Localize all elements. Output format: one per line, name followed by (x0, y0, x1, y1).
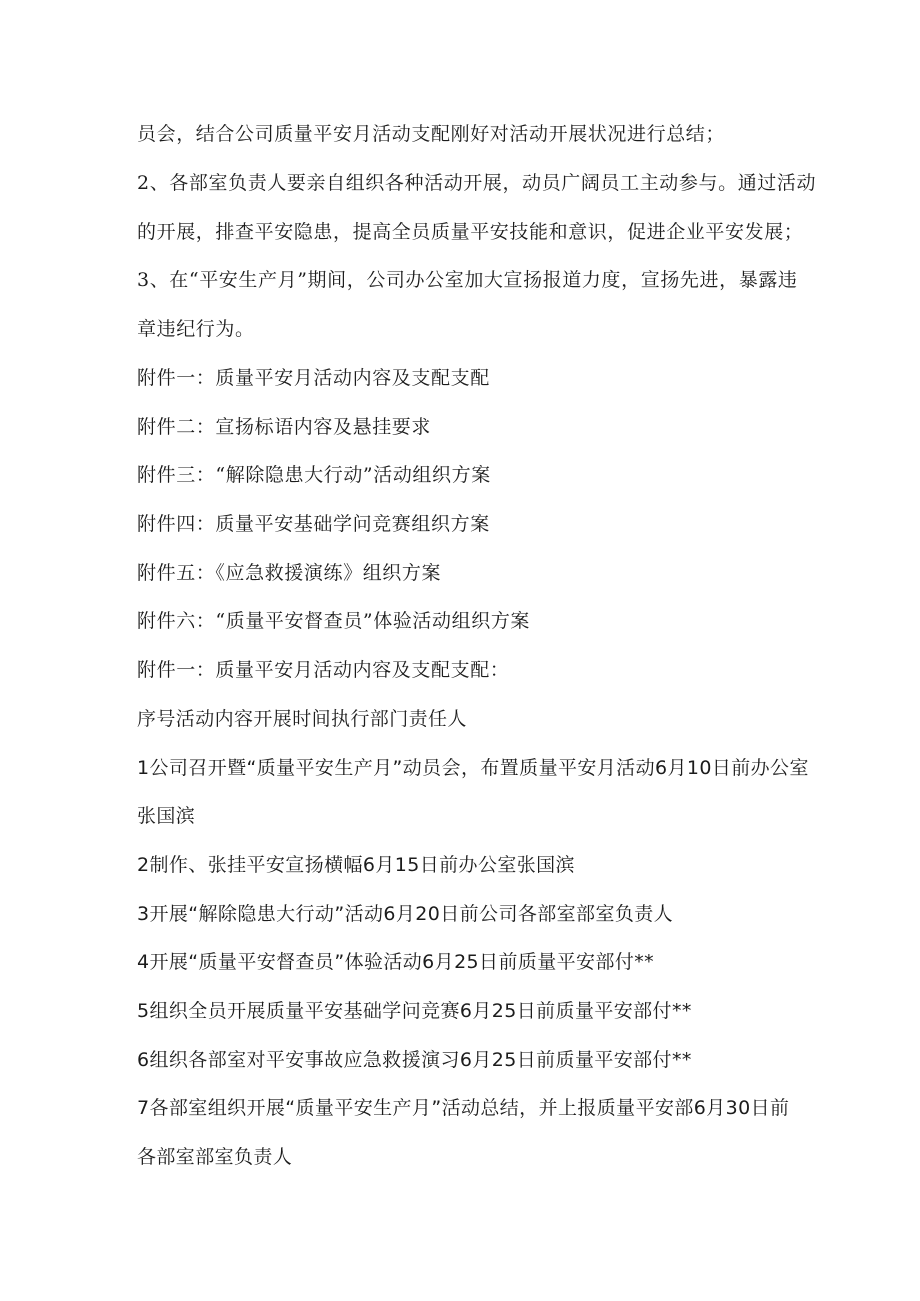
attachment-line: 附件六：“质量平安督查员”体验活动组织方案 (137, 610, 531, 632)
section-heading: 附件一：质量平安月活动内容及支配支配： (137, 659, 510, 681)
table-row-line: 4开展“质量平安督查员”体验活动6月25日前质量平安部付** (137, 951, 655, 973)
text-line: 员会，结合公司质量平安月活动支配刚好对活动开展状况进行总结； (137, 123, 726, 145)
text-line: 的开展，排查平安隐患，提高全员质量平安技能和意识，促进企业平安发展； (137, 221, 804, 243)
table-row-line: 各部室部室负责人 (137, 1146, 293, 1168)
text-line: 3、在“平安生产月”期间，公司办公室加大宣扬报道力度，宣扬先进，暴露违 (137, 269, 798, 291)
text-line: 章违纪行为。 (137, 318, 255, 340)
table-row-line: 6组织各部室对平安事故应急救援演习6月25日前质量平安部付** (137, 1049, 692, 1071)
table-row-line: 2制作、张挂平安宣扬横幅6月15日前办公室张国滨 (137, 854, 575, 876)
attachment-line: 附件一：质量平安月活动内容及支配支配 (137, 367, 490, 389)
table-row-line: 1公司召开暨“质量平安生产月”动员会，布置质量平安月活动6月10日前办公室 (137, 757, 809, 779)
table-row-line: 张国滨 (137, 805, 196, 827)
attachment-line: 附件三：“解除隐患大行动”活动组织方案 (137, 464, 491, 486)
table-row-line: 5组织全员开展质量平安基础学问竞赛6月25日前质量平安部付** (137, 1000, 692, 1022)
table-row-line: 7各部室组织开展“质量平安生产月”活动总结，并上报质量平安部6月30日前 (137, 1097, 790, 1119)
table-header-line: 序号活动内容开展时间执行部门责任人 (137, 708, 467, 730)
attachment-line: 附件四：质量平安基础学问竞赛组织方案 (137, 513, 490, 535)
attachment-line: 附件五：《应急救援演练》组织方案 (137, 562, 442, 584)
text-line: 2、各部室负责人要亲自组织各种活动开展，动员广阔员工主动参与。通过活动 (137, 172, 817, 194)
attachment-line: 附件二：宣扬标语内容及悬挂要求 (137, 416, 432, 438)
table-row-line: 3开展“解除隐患大行动”活动6月20日前公司各部室部室负责人 (137, 903, 674, 925)
